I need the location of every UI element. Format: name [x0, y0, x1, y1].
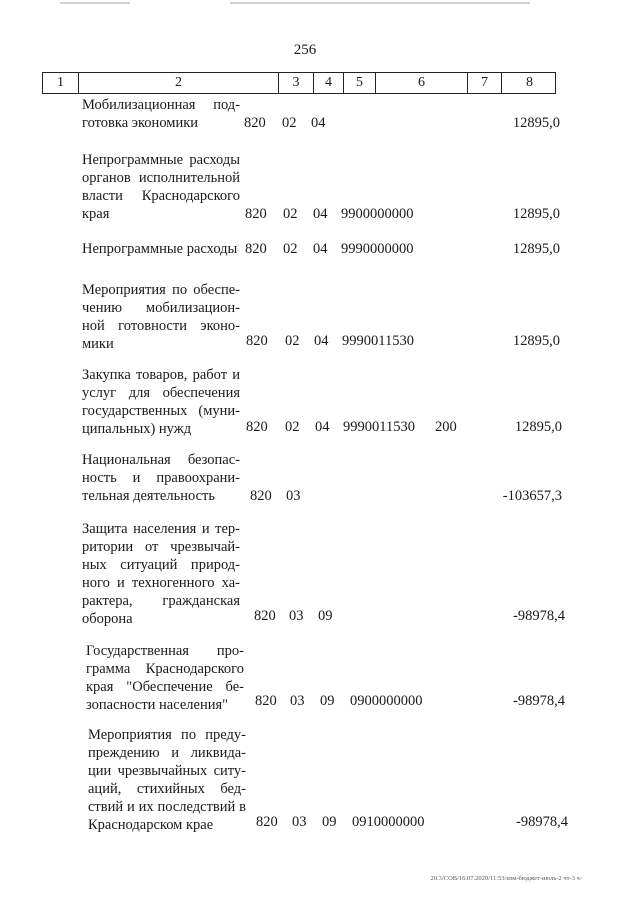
name-line: Национальная безопас-	[82, 452, 240, 468]
row-subsection-code: 04	[315, 419, 330, 435]
name-line: грамма Краснодарского	[86, 661, 244, 677]
header-col-5: 5	[344, 73, 376, 93]
row-amount: 12895,0	[514, 419, 562, 435]
row-name	[82, 520, 240, 628]
row-admin-code: 820	[245, 241, 267, 257]
row-admin-code: 820	[244, 115, 266, 131]
footer-file-stamp: 20.3/СОВ/16.07.2020/11:53/изм-бюджет-июль-2 чт-3 ч-	[430, 875, 582, 882]
name-line: Защита населения и тер-	[82, 521, 240, 537]
row-amount: -98978,4	[516, 814, 568, 830]
name-line: ной готовности эконо-	[82, 318, 240, 334]
row-name	[82, 366, 240, 438]
row-name	[82, 281, 240, 353]
name-line: готовка экономики	[82, 115, 199, 131]
name-line: Непрограммные расходы	[82, 241, 238, 257]
row-name	[88, 726, 246, 834]
row-expense-type: 200	[435, 419, 457, 435]
row-section-code: 03	[289, 608, 304, 624]
row-section-code: 02	[283, 206, 298, 222]
row-amount: 12895,0	[512, 206, 560, 222]
name-line: тельная деятельность	[82, 488, 215, 504]
name-line: Мобилизационная под-	[82, 97, 240, 113]
row-admin-code: 820	[255, 693, 277, 709]
row-name	[82, 151, 240, 223]
name-line: ритории от чрезвычай-	[82, 539, 240, 555]
name-line: зопасности населения"	[86, 697, 229, 713]
header-col-8: 8	[526, 75, 533, 90]
row-subsection-code: 04	[313, 241, 328, 257]
header-col-6: 6	[376, 73, 468, 93]
row-target-code: 9900000000	[341, 206, 414, 222]
name-line: края "Обеспечение бе-	[86, 679, 244, 695]
row-subsection-code: 09	[322, 814, 337, 830]
name-line: ных ситуаций природ-	[82, 557, 240, 573]
header-col-1: 1	[43, 73, 79, 93]
row-subsection-code: 04	[311, 115, 326, 131]
row-subsection-code: 09	[318, 608, 333, 624]
row-subsection-code: 04	[313, 206, 328, 222]
row-section-code: 02	[285, 333, 300, 349]
name-line: края	[82, 206, 110, 222]
name-line: аций, стихийных бед-	[88, 781, 246, 797]
row-name	[82, 96, 240, 132]
row-amount: -98978,4	[513, 608, 565, 624]
name-line: ность и правоохрани-	[82, 470, 240, 486]
name-line: Непрограммные расходы	[82, 152, 240, 168]
row-section-code: 02	[283, 241, 298, 257]
name-line: государственных (муни-	[82, 403, 240, 419]
header-col-2: 2	[79, 73, 279, 93]
table-header	[42, 72, 556, 94]
row-section-code: 03	[286, 488, 301, 504]
name-line: Краснодарском крае	[88, 817, 214, 833]
header-col-7: 7	[468, 73, 502, 93]
row-name	[82, 240, 240, 258]
name-line: Мероприятия по обеспе-	[82, 282, 240, 298]
row-amount: 12895,0	[512, 333, 560, 349]
name-line: ствий и их последствий в	[88, 799, 246, 815]
row-admin-code: 820	[256, 814, 278, 830]
name-line: ции чрезвычайных ситу-	[88, 763, 246, 779]
row-section-code: 03	[290, 693, 305, 709]
name-line: оборона	[82, 611, 133, 627]
name-line: органов исполнительной	[82, 170, 240, 186]
row-section-code: 02	[282, 115, 297, 131]
row-section-code: 02	[285, 419, 300, 435]
row-target-code: 0900000000	[350, 693, 423, 709]
row-target-code: 9990000000	[341, 241, 414, 257]
row-target-code: 9990011530	[342, 333, 414, 349]
row-amount: 12895,0	[512, 241, 560, 257]
row-section-code: 03	[292, 814, 307, 830]
page-number: 256	[293, 42, 317, 58]
header-col-4: 4	[314, 73, 344, 93]
row-subsection-code: 09	[320, 693, 335, 709]
name-line: преждению и ликвида-	[88, 745, 246, 761]
name-line: власти Краснодарского	[82, 188, 240, 204]
header-col-3: 3	[279, 73, 314, 93]
name-line: Мероприятия по преду-	[88, 727, 246, 743]
row-subsection-code: 04	[314, 333, 329, 349]
name-line: чению мобилизацион-	[82, 300, 240, 316]
name-line: рактера, гражданская	[82, 593, 240, 609]
row-admin-code: 820	[254, 608, 276, 624]
top-scan-marks	[0, 2, 640, 8]
row-name	[86, 642, 244, 714]
row-name	[82, 451, 240, 505]
row-amount: -98978,4	[513, 693, 565, 709]
row-admin-code: 820	[245, 206, 267, 222]
row-admin-code: 820	[250, 488, 272, 504]
row-amount: -103657,3	[502, 488, 562, 504]
name-line: услуг для обеспечения	[82, 385, 240, 401]
name-line: Закупка товаров, работ и	[82, 367, 240, 383]
name-line: мики	[82, 336, 114, 352]
name-line: Государственная про-	[86, 643, 244, 659]
name-line: ципальных) нужд	[82, 421, 192, 437]
row-target-code: 0910000000	[352, 814, 425, 830]
row-admin-code: 820	[246, 333, 268, 349]
row-admin-code: 820	[246, 419, 268, 435]
row-target-code: 9990011530	[343, 419, 415, 435]
name-line: ного и техногенного ха-	[82, 575, 240, 591]
row-amount: 12895,0	[512, 115, 560, 131]
